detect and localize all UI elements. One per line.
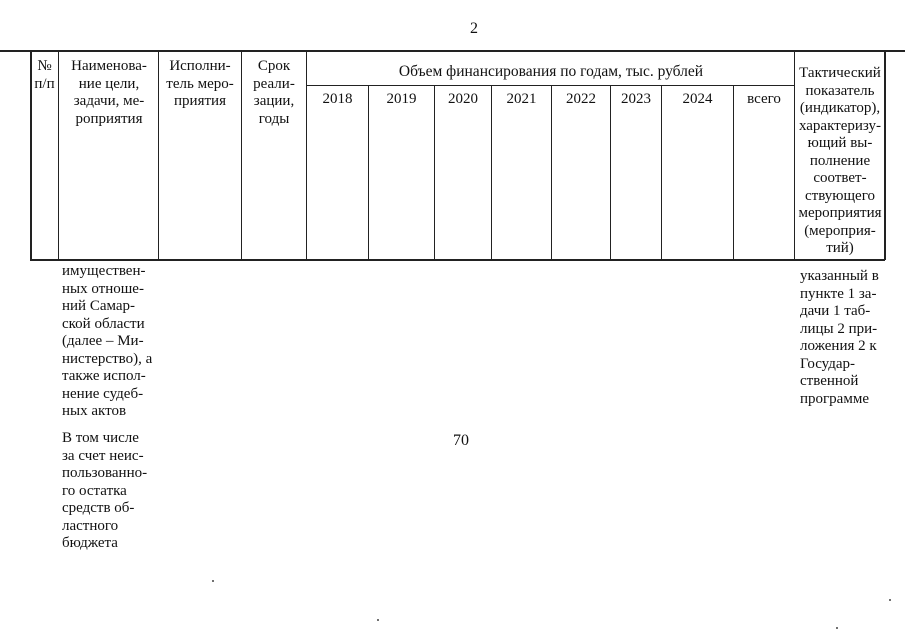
name-line: нение судеб- — [62, 385, 144, 402]
header-year-2020: 2020 — [448, 91, 478, 107]
header-name: Наименова-ние цели, задачи, ме-роприятия — [71, 58, 147, 127]
indicator-line: указанный в — [800, 268, 879, 284]
header-funding: Объем финансирования по годам, тыс. рублей — [398, 63, 704, 80]
col-border — [306, 50, 307, 260]
col-border — [368, 85, 369, 260]
name-line: бюджета — [62, 535, 118, 551]
name-line: В том числе — [62, 430, 139, 446]
page-number: 2 — [470, 20, 478, 37]
table-top-border — [0, 50, 905, 52]
header-year-2023: 2023 — [621, 91, 651, 107]
header-year-2019: 2019 — [386, 91, 417, 107]
col-border — [58, 50, 59, 260]
name-line: го остатка — [62, 482, 127, 499]
col-border — [158, 50, 159, 260]
name-line: пользованно- — [62, 465, 148, 481]
col-border — [241, 50, 242, 260]
name-subrow — [62, 430, 157, 553]
indicator-line: лицы 2 при- — [800, 320, 878, 337]
name-line: нистерство), а — [62, 350, 153, 367]
scan-speck — [836, 627, 838, 629]
name-line: (далее – Ми- — [62, 333, 144, 349]
scan-speck — [377, 619, 379, 621]
indicator-line: Государ- — [800, 355, 856, 372]
col-border — [661, 85, 662, 260]
indicator-line: ственной — [800, 373, 859, 389]
col-border — [733, 85, 734, 260]
header-year-2022: 2022 — [566, 91, 596, 107]
indicator-line: программе — [800, 390, 869, 407]
col-border — [794, 50, 795, 260]
name-line: ных актов — [62, 403, 127, 419]
col-border — [551, 85, 552, 260]
scan-speck — [889, 599, 891, 601]
header-year-2021: 2021 — [506, 91, 537, 107]
col-border — [491, 85, 492, 260]
header-executor: Исполни-тель меро-приятия — [166, 58, 234, 109]
name-line: за счет неис- — [62, 447, 144, 464]
header-term: Срок реали-зации, годы — [253, 58, 295, 127]
header-year-2018: 2018 — [322, 91, 353, 107]
indicator-line: пункте 1 за- — [800, 285, 877, 302]
name-line: имуществен- — [62, 263, 146, 279]
name-line: ных отноше- — [62, 280, 144, 297]
indicator-line: дачи 1 таб- — [800, 303, 871, 319]
header-total: всего — [747, 91, 781, 107]
name-continuation — [62, 263, 157, 421]
header-year-2024: 2024 — [682, 91, 713, 107]
name-line: ской области — [62, 315, 145, 332]
col-border — [610, 85, 611, 260]
name-line: средств об- — [62, 500, 135, 516]
scan-speck — [212, 580, 214, 582]
indicator-line: ложения 2 к — [800, 338, 877, 354]
name-line: также испол- — [62, 368, 146, 384]
total-value: 70 — [453, 432, 469, 449]
header-indicator: Тактический показатель (индикатор), характеризу-ющий вы-полнение соответ-ствующего мероприятия (мероприя-тий) — [798, 65, 882, 256]
indicator-continuation — [800, 268, 884, 408]
name-line: ний Самар- — [62, 298, 136, 314]
header-num: № п/п — [34, 58, 55, 92]
name-line: ластного — [62, 517, 119, 534]
col-border — [884, 50, 886, 260]
col-border — [434, 85, 435, 260]
